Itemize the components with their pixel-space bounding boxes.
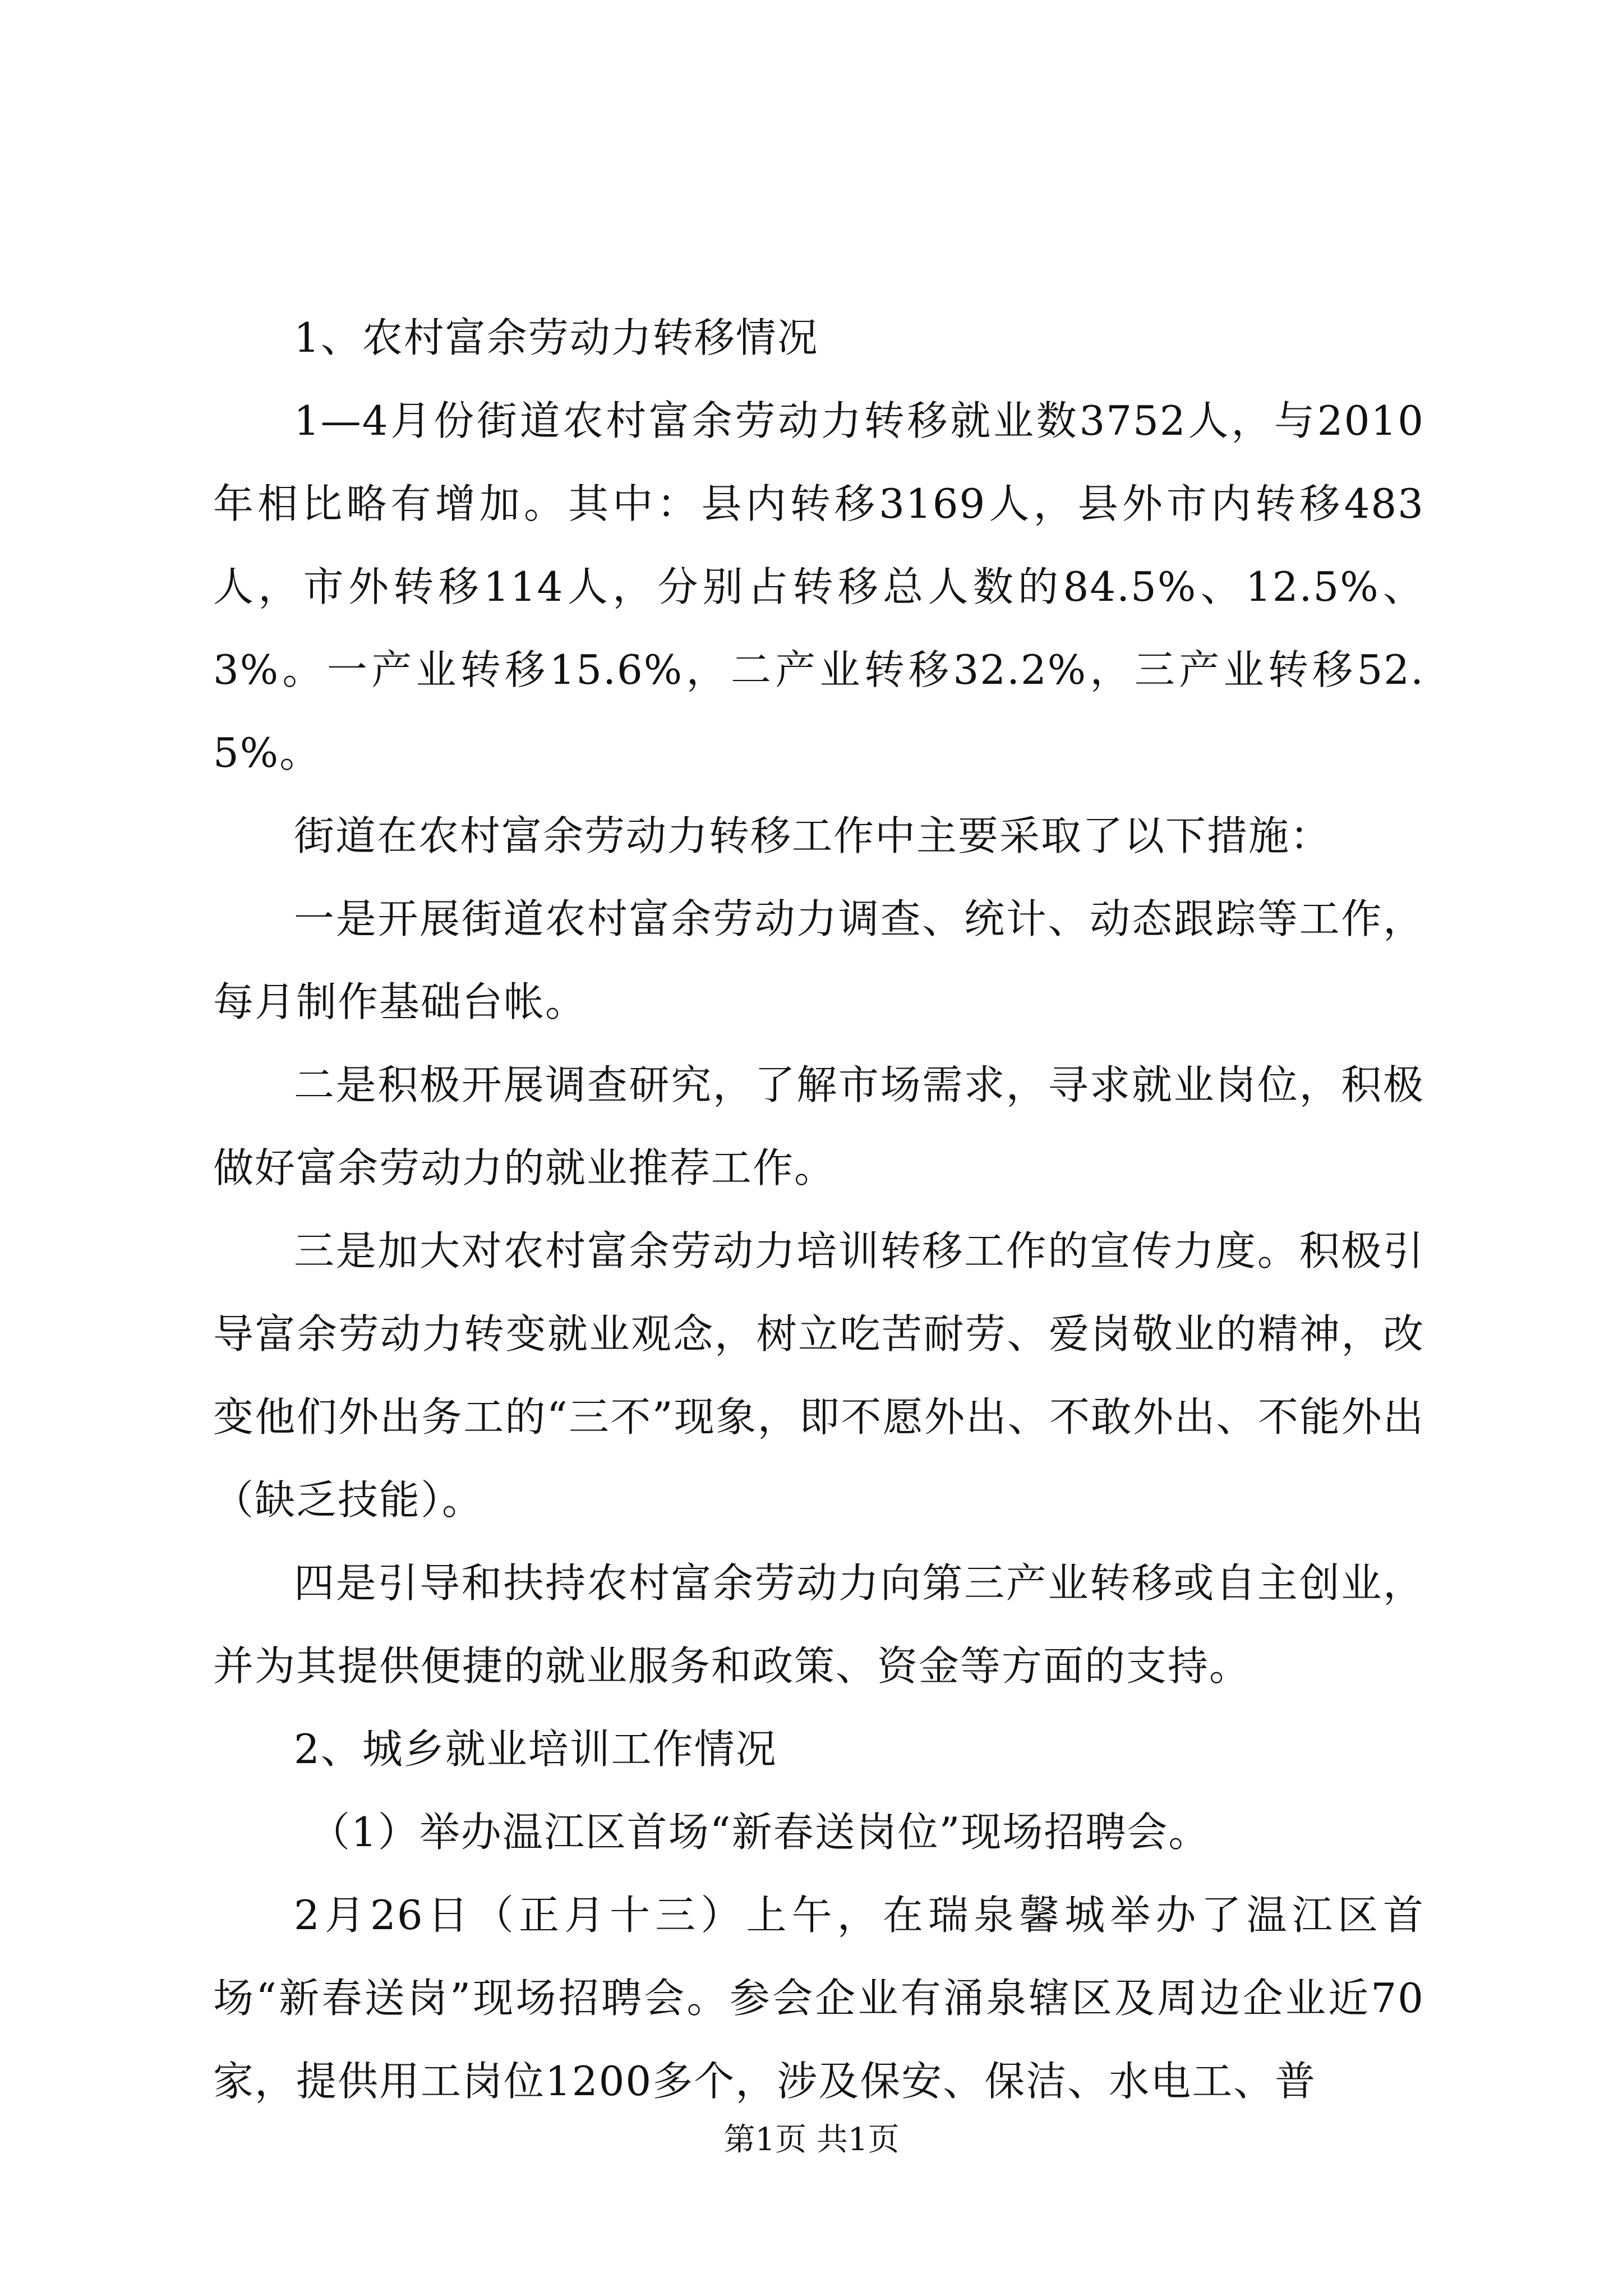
paragraph-transfer-statistics: 1—4月份街道农村富余劳动力转移就业数3752人，与2010年相比略有增加。其中：县内转移3169人，县外市内转移483人，市外转移114人，分别占转移总人数的84.5%、12.5%、3%。一产业转移15.6%，二产业转移32.2%，三产业转移52.5%。	[213, 397, 1424, 776]
page-footer: 第1页 共1页	[723, 2122, 900, 2158]
subsection-heading-job-fair: （1）举办温江区首场“新春送岗位”现场招聘会。	[310, 1809, 1210, 1856]
paragraph-job-fair-details: 2月26日（正月十三）上午，在瑞泉馨城举办了温江区首场“新春送岗”现场招聘会。参会企业有涌泉辖区及周边企业近70家，提供用工岗位1200多个，涉及保安、保洁、水电工、普	[213, 1892, 1424, 2105]
document-body	[213, 296, 1424, 2123]
section-heading-rural-labor: 1、农村富余劳动力转移情况	[294, 314, 819, 361]
paragraph-measure-one: 一是开展街道农村富余劳动力调查、统计、动态跟踪等工作，每月制作基础台帐。	[213, 895, 1424, 1025]
paragraph-measures-intro: 街道在农村富余劳动力转移工作中主要采取了以下措施：	[294, 812, 1332, 859]
section-heading-employment-training: 2、城乡就业培训工作情况	[294, 1726, 777, 1773]
paragraph-measure-two: 二是积极开展调查研究，了解市场需求，寻求就业岗位，积极做好富余劳动力的就业推荐工作。	[213, 1061, 1424, 1191]
paragraph-measure-four: 四是引导和扶持农村富余劳动力向第三产业转移或自主创业，并为其提供便捷的就业服务和政策、资金等方面的支持。	[213, 1559, 1424, 1690]
paragraph-measure-three: 三是加大对农村富余劳动力培训转移工作的宣传力度。积极引导富余劳动力转变就业观念，树立吃苦耐劳、爱岗敬业的精神，改变他们外出务工的“三不”现象，即不愿外出、不敢外出、不能外出（缺乏技能）。	[213, 1227, 1424, 1524]
